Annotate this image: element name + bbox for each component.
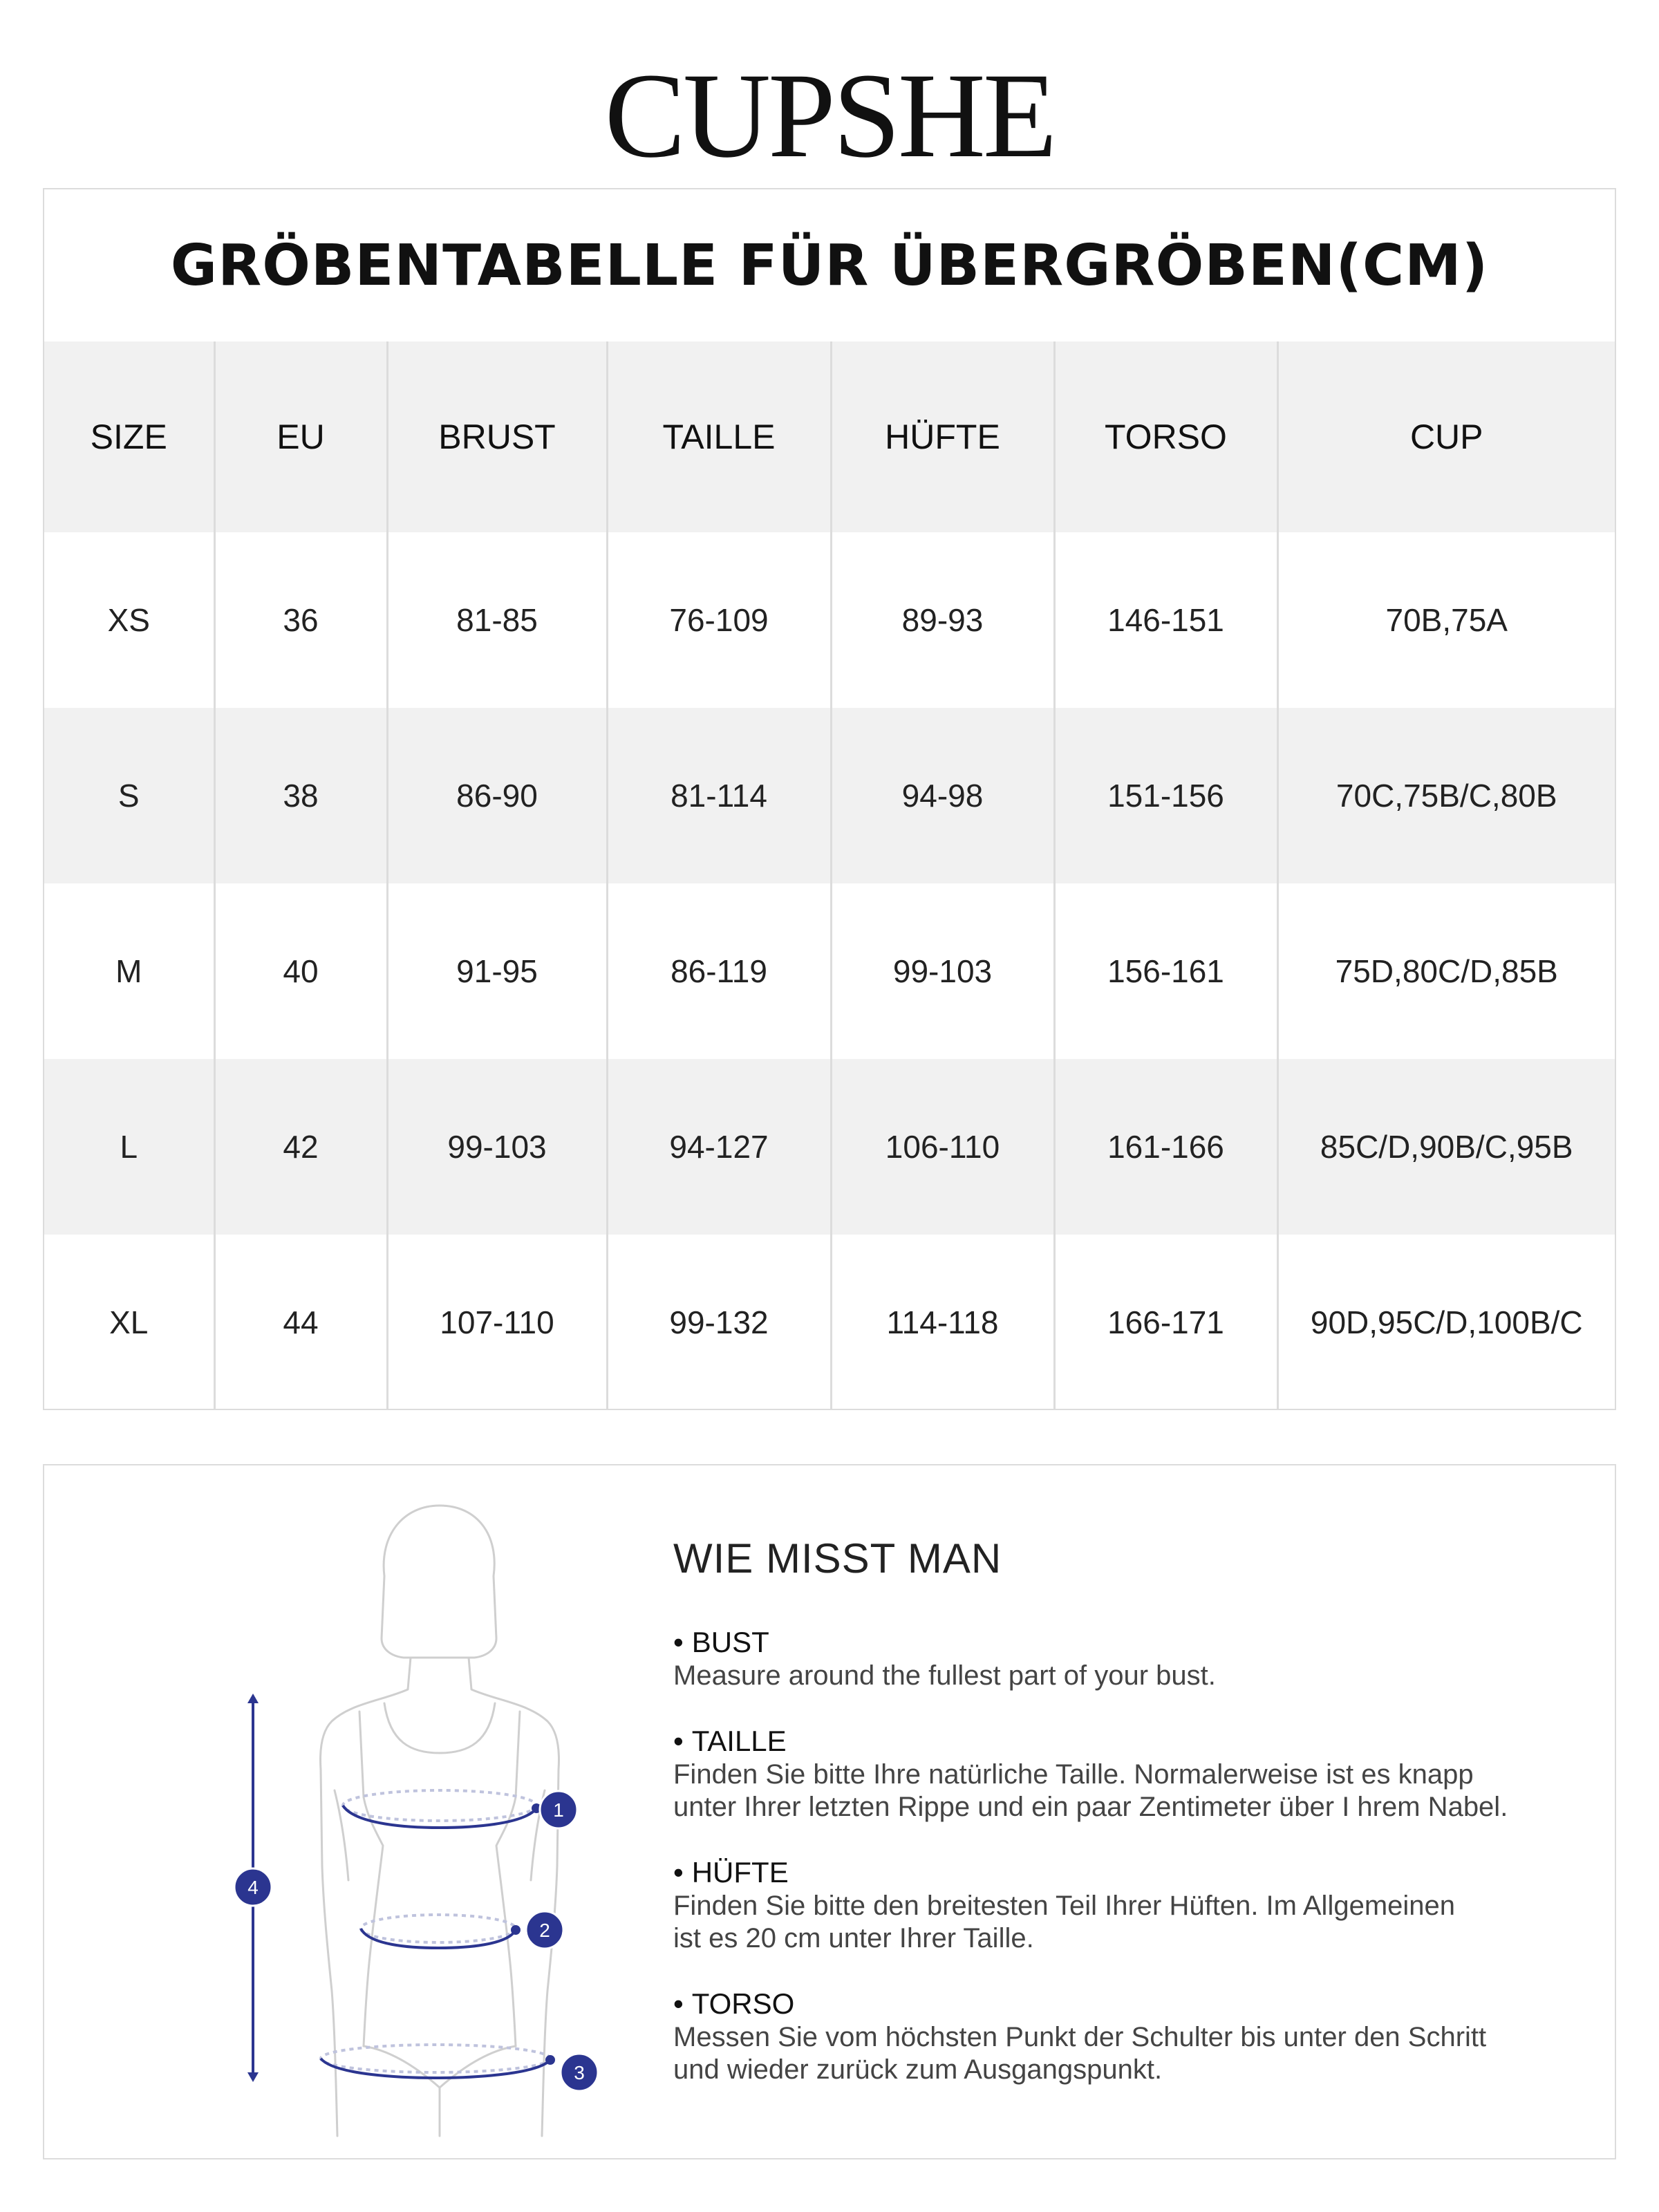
size-chart-card	[43, 188, 1616, 1410]
table-cell: 70C,75B/C,80B	[1277, 708, 1615, 883]
table-cell: 36	[214, 532, 387, 708]
table-cell: 99-103	[387, 1059, 607, 1235]
hip-heading-label: HÜFTE	[691, 1856, 789, 1888]
table-row	[44, 1235, 1615, 1410]
hip-point	[545, 2055, 555, 2065]
hip-description-line-1: Finden Sie bitte den breitesten Teil Ihrer Hüften. Im Allgemeinen	[673, 1891, 1456, 1921]
table-cell: S	[44, 708, 214, 883]
table-cell: 91-95	[387, 883, 607, 1059]
table-cell: 81-85	[387, 532, 607, 708]
table-cell: 114-118	[831, 1235, 1054, 1410]
header-huefte: HÜFTE	[831, 341, 1054, 532]
bullet-icon: •	[673, 1856, 684, 1888]
header-brust: BRUST	[387, 341, 607, 532]
measurement-instructions	[673, 1535, 1593, 2118]
marker-label-3: 3	[574, 2062, 585, 2083]
bullet-icon: •	[673, 1725, 684, 1757]
header-eu: EU	[214, 341, 387, 532]
table-cell: 107-110	[387, 1235, 607, 1410]
table-cell: 99-103	[831, 883, 1054, 1059]
header-taille: TAILLE	[607, 341, 831, 532]
table-cell: 106-110	[831, 1059, 1054, 1235]
table-cell: 99-132	[607, 1235, 831, 1410]
marker-label-2: 2	[539, 1920, 550, 1941]
table-cell: 90D,95C/D,100B/C	[1310, 1304, 1583, 1340]
measurement-guide-title: WIE MISST MAN	[673, 1535, 1002, 1582]
bust-back-line	[343, 1790, 536, 1821]
arrow-up-icon	[247, 1694, 259, 1703]
table-row	[44, 532, 1615, 708]
hip-back-line	[321, 2045, 550, 2072]
table-cell: 42	[214, 1059, 387, 1235]
bust-heading-label: BUST	[691, 1626, 769, 1658]
body-measurement-figure	[203, 1493, 646, 2143]
bust-description: Measure around the fullest part of your bust.	[673, 1660, 1216, 1691]
hip-instruction	[673, 1855, 1593, 1955]
waist-description-line-2: unter Ihrer letzten Rippe und ein paar Zentimeter über I hrem Nabel.	[673, 1792, 1508, 1822]
table-cell: 94-127	[607, 1059, 831, 1235]
table-cell: XS	[44, 532, 214, 708]
waist-point	[511, 1925, 521, 1935]
table-row	[44, 883, 1615, 1059]
torso-description-line-2: und wieder zurück zum Ausgangspunkt.	[673, 2054, 1163, 2085]
table-cell: 75D,80C/D,85B	[1335, 953, 1558, 989]
hip-heading	[673, 1855, 1593, 1890]
table-cell: 38	[214, 708, 387, 883]
bullet-icon: •	[673, 1626, 684, 1658]
waist-heading-label: TAILLE	[691, 1725, 787, 1757]
header-size: SIZE	[44, 341, 214, 532]
table-cell: 94-98	[831, 708, 1054, 883]
arrow-down-icon	[247, 2072, 259, 2082]
table-cell: XL	[44, 1235, 214, 1410]
table-cell: 166-171	[1054, 1235, 1277, 1410]
table-cell: 86-119	[607, 883, 831, 1059]
torso-description-line-1: Messen Sie vom höchsten Punkt der Schulter bis unter den Schritt	[673, 2022, 1487, 2052]
waist-heading	[673, 1724, 1593, 1759]
table-row	[44, 1059, 1615, 1235]
table-cell: L	[44, 1059, 214, 1235]
torso-heading	[673, 1987, 1593, 2021]
size-chart-title: GRÖBENTABELLE FÜR ÜBERGRÖBEN(CM)	[170, 232, 1489, 299]
table-cell: 146-151	[1054, 532, 1277, 708]
table-cell: 70B,75A	[1385, 602, 1508, 638]
table-cell: 161-166	[1054, 1059, 1277, 1235]
marker-label-1: 1	[553, 1799, 564, 1821]
table-cell: 76-109	[607, 532, 831, 708]
cupshe-logo: CUPSHE	[604, 48, 1055, 183]
table-cell: 89-93	[831, 532, 1054, 708]
measurement-guide-card	[43, 1464, 1616, 2159]
table-cell: M	[44, 883, 214, 1059]
bust-heading	[673, 1625, 1593, 1660]
header-cup: CUP	[1277, 341, 1615, 532]
waist-instruction	[673, 1724, 1593, 1824]
waist-description-line-1: Finden Sie bitte Ihre natürliche Taille. Normalerweise ist es knapp	[673, 1759, 1474, 1790]
table-cell: 81-114	[607, 708, 831, 883]
hip-description-line-2: ist es 20 cm unter Ihrer Taille.	[673, 1923, 1034, 1953]
waist-back-line	[361, 1915, 516, 1942]
header-torso: TORSO	[1054, 341, 1277, 532]
table-cell: 40	[214, 883, 387, 1059]
table-row	[44, 708, 1615, 883]
table-cell: 86-90	[387, 708, 607, 883]
torso-heading-label: TORSO	[691, 1987, 795, 2020]
marker-label-4: 4	[247, 1877, 259, 1898]
table-header-row	[44, 341, 1615, 532]
table-cell: 156-161	[1054, 883, 1277, 1059]
size-table	[44, 341, 1615, 1410]
table-cell: 85C/D,90B/C,95B	[1277, 1059, 1615, 1235]
table-cell: 151-156	[1054, 708, 1277, 883]
bust-instruction	[673, 1625, 1593, 1692]
bullet-icon: •	[673, 1987, 684, 2020]
table-cell: 44	[214, 1235, 387, 1410]
torso-instruction	[673, 1987, 1593, 2086]
